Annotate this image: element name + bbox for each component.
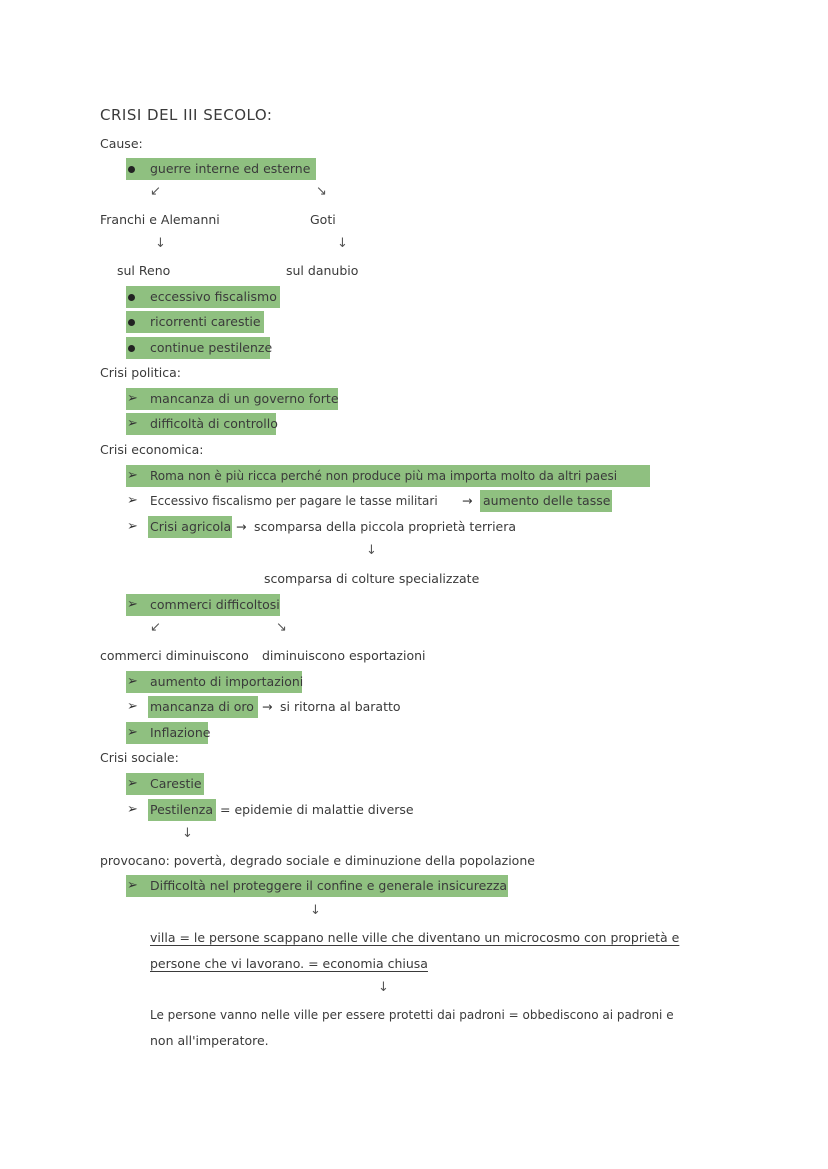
sociale-confine: Difficoltà nel proteggere il confine e generale insicurezza bbox=[150, 878, 508, 893]
arrowhead-bullet-icon: ➢ bbox=[127, 802, 138, 817]
economica-crisi-agricola: Crisi agricola bbox=[150, 519, 232, 534]
arrowhead-bullet-icon: ➢ bbox=[127, 776, 138, 791]
cause-reno: sul Reno bbox=[117, 263, 171, 278]
cause-pestilenze: continue pestilenze bbox=[150, 340, 273, 355]
economica-roma: Roma non è più ricca perché non produce più ma importa molto da altri paesi bbox=[150, 469, 618, 483]
villa-line-2: persone che vi lavorano. = economia chiusa bbox=[150, 956, 428, 971]
bullet-icon bbox=[128, 345, 135, 352]
arrow-down-right-icon: ↘ bbox=[276, 620, 287, 635]
arrow-right-icon: → bbox=[262, 699, 273, 714]
arrowhead-bullet-icon: ➢ bbox=[127, 597, 138, 612]
economica-commerci-diminuiscono: commerci diminuiscono bbox=[100, 648, 249, 663]
sociale-epidemie: = epidemie di malattie diverse bbox=[220, 802, 414, 817]
conclusion-line-2: non all'imperatore. bbox=[150, 1033, 269, 1048]
arrowhead-bullet-icon: ➢ bbox=[127, 699, 138, 714]
arrowhead-bullet-icon: ➢ bbox=[127, 416, 138, 431]
bullet-icon bbox=[128, 294, 135, 301]
sociale-pestilenza: Pestilenza bbox=[150, 802, 213, 817]
cause-franchi: Franchi e Alemanni bbox=[100, 212, 220, 227]
arrowhead-bullet-icon: ➢ bbox=[127, 519, 138, 534]
economica-aumento-tasse: aumento delle tasse bbox=[483, 493, 611, 508]
economica-esportazioni: diminuiscono esportazioni bbox=[262, 648, 426, 663]
politica-heading: Crisi politica: bbox=[100, 365, 181, 380]
politica-governo: mancanza di un governo forte bbox=[150, 391, 339, 406]
economica-proprieta: scomparsa della piccola proprietà terriera bbox=[254, 519, 517, 534]
bullet-icon bbox=[128, 166, 135, 173]
cause-guerre: guerre interne ed esterne bbox=[150, 161, 311, 176]
bullet-icon bbox=[128, 319, 135, 326]
arrowhead-bullet-icon: ➢ bbox=[127, 493, 138, 508]
arrowhead-bullet-icon: ➢ bbox=[127, 674, 138, 689]
conclusion-line-1: Le persone vanno nelle ville per essere protetti dai padroni = obbediscono ai padroni e bbox=[150, 1008, 674, 1022]
arrow-down-icon: ↓ bbox=[378, 980, 389, 995]
cause-danubio: sul danubio bbox=[286, 263, 359, 278]
economica-baratto: si ritorna al baratto bbox=[280, 699, 401, 714]
economica-oro: mancanza di oro bbox=[150, 699, 254, 714]
economica-commerci: commerci difficoltosi bbox=[150, 597, 280, 612]
economica-colture: scomparsa di colture specializzate bbox=[264, 571, 480, 586]
arrow-down-icon: ↓ bbox=[310, 903, 321, 918]
arrowhead-bullet-icon: ➢ bbox=[127, 468, 138, 483]
economica-heading: Crisi economica: bbox=[100, 442, 204, 457]
arrow-down-left-icon: ↙ bbox=[150, 620, 161, 635]
economica-importazioni: aumento di importazioni bbox=[150, 674, 304, 689]
arrow-down-icon: ↓ bbox=[182, 826, 193, 841]
arrow-right-icon: → bbox=[462, 493, 473, 508]
sociale-heading: Crisi sociale: bbox=[100, 750, 179, 765]
cause-goti: Goti bbox=[310, 212, 336, 227]
arrow-right-icon: → bbox=[236, 519, 247, 534]
villa-line-1: villa = le persone scappano nelle ville che diventano un microcosmo con proprietà e bbox=[150, 930, 680, 945]
cause-fiscalismo: eccessivo fiscalismo bbox=[150, 289, 277, 304]
economica-fiscalismo: Eccessivo fiscalismo per pagare le tasse militari bbox=[150, 494, 438, 508]
arrow-down-icon: ↓ bbox=[366, 543, 377, 558]
arrow-down-icon: ↓ bbox=[337, 236, 348, 251]
arrowhead-bullet-icon: ➢ bbox=[127, 878, 138, 893]
economica-inflazione: Inflazione bbox=[150, 725, 211, 740]
arrow-down-right-icon: ↘ bbox=[316, 184, 327, 199]
page-title: CRISI DEL III SECOLO: bbox=[100, 106, 273, 124]
arrowhead-bullet-icon: ➢ bbox=[127, 725, 138, 740]
sociale-carestie: Carestie bbox=[150, 776, 202, 791]
sociale-provocano: provocano: povertà, degrado sociale e diminuzione della popolazione bbox=[100, 853, 535, 868]
cause-heading: Cause: bbox=[100, 136, 143, 151]
arrow-down-icon: ↓ bbox=[155, 236, 166, 251]
arrowhead-bullet-icon: ➢ bbox=[127, 391, 138, 406]
arrow-down-left-icon: ↙ bbox=[150, 184, 161, 199]
cause-carestie: ricorrenti carestie bbox=[150, 314, 261, 329]
politica-controllo: difficoltà di controllo bbox=[150, 416, 278, 431]
